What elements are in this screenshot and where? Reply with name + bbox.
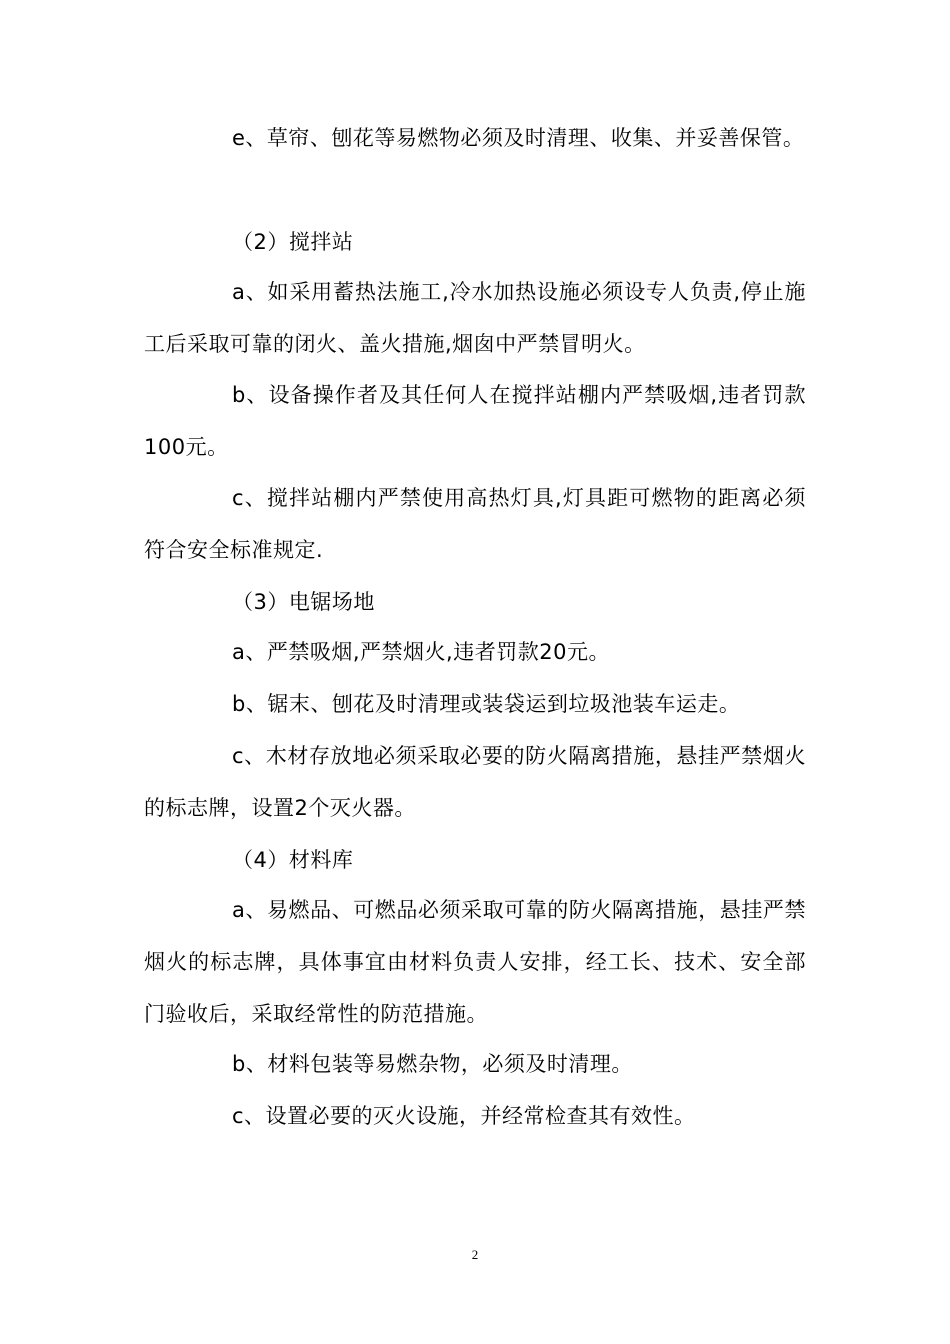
paragraph-b-no-smoking-fine: b、设备操作者及其任何人在搅拌站棚内严禁吸烟,违者罚款100元。 <box>144 383 806 459</box>
paragraph-c-high-heat-lamps: c、搅拌站棚内严禁使用高热灯具,灯具距可燃物的距离必须符合安全标准规定. <box>144 486 806 562</box>
paragraph-a-no-fire: a、严禁吸烟,严禁烟火,违者罚款20元。 <box>232 640 610 664</box>
paragraph-a-heat-storage: a、如采用蓄热法施工,冷水加热设施必须设专人负责,停止施工后采取可靠的闭火、盖火措施,烟囱中严禁冒明火。 <box>144 280 806 356</box>
paragraph-a-flammables: a、易燃品、可燃品必须采取可靠的防火隔离措施，悬挂严禁烟火的标志牌，具体事宜由材料负责人安排，经工长、技术、安全部门验收后，采取经常性的防范措施。 <box>144 898 806 1026</box>
paragraph-b-packaging: b、材料包装等易燃杂物，必须及时清理。 <box>232 1052 633 1076</box>
paragraph-c-wood-storage: c、木材存放地必须采取必要的防火隔离措施，悬挂严禁烟火的标志牌，设置2个灭火器。 <box>144 744 806 820</box>
paragraph-e-straw-mats: e、草帘、刨花等易燃物必须及时清理、收集、并妥善保管。 <box>232 126 805 150</box>
section-heading-material-warehouse: （4）材料库 <box>232 848 354 872</box>
paragraph-b-sawdust: b、锯末、刨花及时清理或装袋运到垃圾池装车运走。 <box>232 692 741 716</box>
section-heading-saw-site: （3）电锯场地 <box>232 590 375 614</box>
page-number: 2 <box>471 1247 479 1262</box>
section-heading-mixing-station: （2）搅拌站 <box>232 230 354 254</box>
paragraph-c-extinguishers: c、设置必要的灭火设施，并经常检查其有效性。 <box>232 1104 696 1128</box>
